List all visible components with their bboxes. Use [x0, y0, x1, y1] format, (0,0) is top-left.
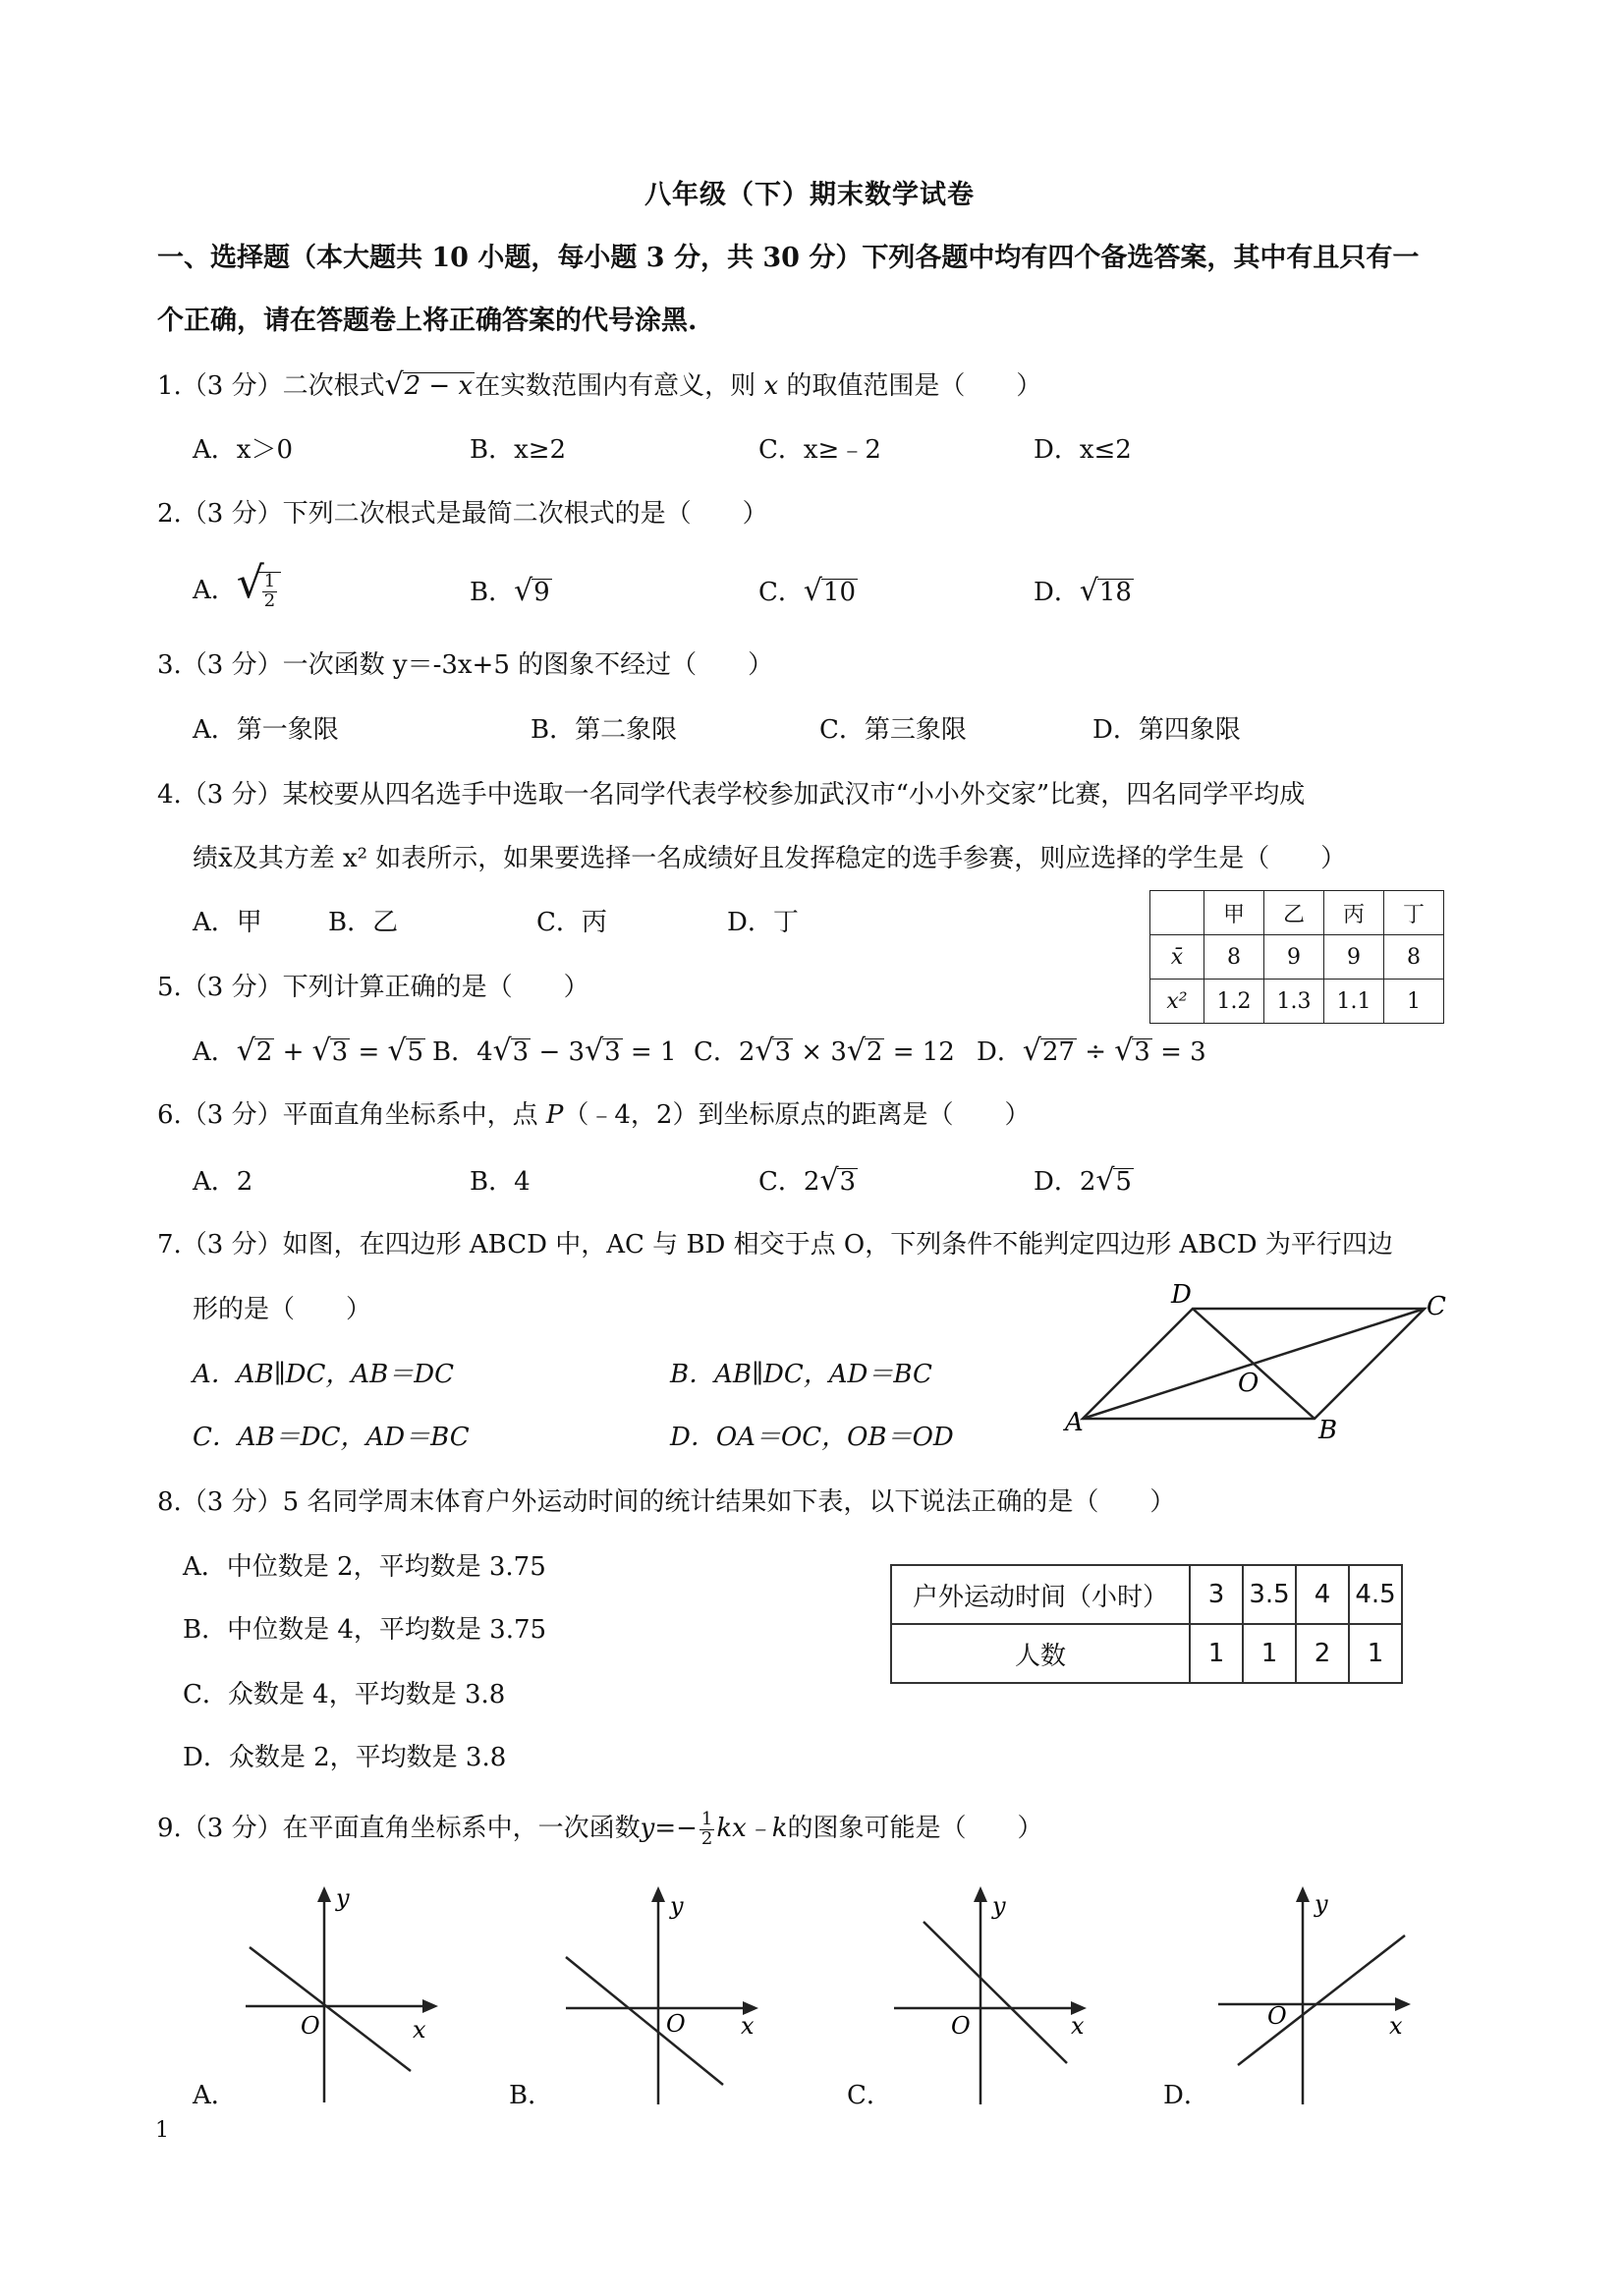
graph-c [884, 1876, 1100, 2112]
question-7-line2: 形的是（ ） [193, 1295, 372, 1324]
q5-option-d: D． √ 27 ÷ √ 3 = 3 [977, 1034, 1206, 1068]
q9-label-b: B． [509, 2081, 554, 2110]
question-4-line2: 绩x̄及其方差 x² 如表所示，如果要选择一名成绩好且发挥稳定的选手参赛，则应选择的学生是（ ） [193, 844, 1347, 873]
q4-option-a: A．甲 [193, 908, 262, 937]
svg-text:y: y [992, 1892, 1006, 1920]
question-2-stem: 2.（3 分）下列二次根式是最简二次根式的是（ ） [157, 499, 768, 529]
question-1-stem: 1.（3 分）二次根式 √ 2 − x在实数范围内有意义，则 x 的取值范围是（ ） [157, 367, 1042, 402]
q8-exercise-table [890, 1564, 1403, 1684]
q3-option-a: A．第一象限 [193, 715, 339, 745]
question-9-stem: 9.（3 分）在平面直角坐标系中，一次函数y=− $\frac{1}{2}$ kx﹣k的图象可能是（ ） [157, 1808, 1043, 1849]
q9-label-d: D． [1163, 2081, 1209, 2110]
q7-option-c: C．AB＝DC，AD＝BC [193, 1423, 470, 1452]
q8-option-c: C．众数是 4，平均数是 3.8 [183, 1680, 506, 1709]
q2-option-a: A． √ $\frac{1}{2}$ [193, 570, 281, 610]
table-row: 人数 1 1 2 1 [891, 1624, 1402, 1683]
q6-option-d: D．2 √ 5 [1034, 1163, 1132, 1198]
q4-option-d: D．丁 [727, 908, 799, 937]
question-7-line1: 7.（3 分）如图，在四边形 ABCD 中，AC 与 BD 相交于点 O，下列条件不能判定四边形 ABCD 为平行四边 [157, 1230, 1393, 1260]
table-row: x̄ 8 9 9 8 [1150, 935, 1444, 980]
sqrt-expression: √ 2 − x [384, 367, 474, 402]
vertex-d-label: D [1171, 1280, 1192, 1310]
q2-option-c: C． √ 10 [758, 574, 856, 608]
question-3-stem: 3.（3 分）一次函数 y＝-3x+5 的图象不经过（ ） [157, 650, 774, 680]
q9-label-c: C． [847, 2081, 892, 2110]
graph-d [1208, 1876, 1425, 2112]
vertex-b-label: B [1318, 1416, 1338, 1445]
table-row: 甲 乙 丙 丁 [1150, 891, 1444, 935]
q4-option-c: C．丙 [536, 908, 607, 937]
svg-text:y: y [336, 1884, 350, 1912]
svg-text:O: O [1267, 2002, 1287, 2030]
svg-text:x: x [1071, 2012, 1085, 2040]
q7-option-d: D．OA＝OC，OB＝OD [670, 1423, 954, 1452]
svg-text:y: y [670, 1892, 684, 1920]
q6-option-b: B．4 [470, 1167, 531, 1197]
vertex-c-label: C [1427, 1292, 1446, 1321]
table-row: x² 1.2 1.3 1.1 1 [1150, 980, 1444, 1024]
parallelogram-figure [1061, 1273, 1454, 1450]
q5-option-c: C．2 √ 3 × 3 √ 2 = 12 [694, 1034, 955, 1068]
q8-option-b: B．中位数是 4，平均数是 3.75 [183, 1615, 547, 1645]
q6-option-c: C．2 √ 3 [758, 1163, 856, 1198]
q5-option-b: B．4 √ 3 − 3 √ 3 = 1 [432, 1034, 677, 1068]
graph-d-line [1238, 1935, 1405, 2065]
svg-text:y: y [1315, 1890, 1328, 1918]
svg-text:O: O [666, 2010, 686, 2038]
center-o-label: O [1238, 1369, 1259, 1398]
question-8-stem: 8.（3 分）5 名同学周末体育户外运动时间的统计结果如下表，以下说法正确的是（ ） [157, 1487, 1176, 1517]
section-header-line1: 一、选择题（本大题共 10 小题，每小题 3 分，共 30 分）下列各题中均有四个备选答案，其中有且只有一 [157, 243, 1420, 273]
q1-option-c: C．x≥﹣2 [758, 435, 881, 465]
page-title: 八年级（下）期末数学试卷 [644, 180, 975, 210]
question-6-stem: 6.（3 分）平面直角坐标系中，点 P（﹣4，2）到坐标原点的距离是（ ） [157, 1100, 1031, 1130]
vertex-a-label: A [1065, 1408, 1084, 1437]
q7-option-b: B．AB∥DC，AD＝BC [670, 1360, 932, 1389]
svg-text:O: O [301, 2012, 320, 2040]
q8-option-d: D．众数是 2，平均数是 3.8 [183, 1743, 507, 1772]
q3-option-b: B．第二象限 [531, 715, 678, 745]
q1-option-d: D．x≤2 [1034, 435, 1132, 465]
q6-option-a: A．2 [193, 1167, 253, 1197]
q2-option-d: D． √ 18 [1034, 574, 1132, 608]
q7-option-a: A．AB∥DC，AB＝DC [193, 1360, 455, 1389]
q3-option-c: C．第三象限 [819, 715, 967, 745]
graph-a [236, 1876, 452, 2112]
question-4-line1: 4.（3 分）某校要从四名选手中选取一名同学代表学校参加武汉市“小小外交家”比赛，四名同学平均成 [157, 780, 1306, 810]
svg-text:x: x [1389, 2012, 1403, 2040]
graph-b [556, 1876, 772, 2112]
q1-option-a: A．x＞0 [193, 435, 293, 465]
table-row: 户外运动时间（小时） 3 3.5 4 4.5 [891, 1565, 1402, 1624]
graph-b-line [566, 1957, 723, 2085]
q3-option-d: D．第四象限 [1092, 715, 1241, 745]
q8-option-a: A．中位数是 2，平均数是 3.75 [183, 1552, 546, 1582]
q4-score-table [1149, 890, 1444, 1024]
page-number: 1 [155, 2118, 169, 2143]
svg-text:x: x [413, 2016, 426, 2044]
graph-c-line [923, 1922, 1067, 2063]
q2-option-b: B． √ 9 [470, 574, 550, 608]
svg-text:x: x [741, 2012, 755, 2040]
graph-a-line [250, 1947, 411, 2071]
q9-label-a: A． [193, 2081, 237, 2110]
svg-text:O: O [951, 2012, 971, 2040]
q1-option-b: B．x≥2 [470, 435, 567, 465]
q4-option-b: B．乙 [328, 908, 399, 937]
question-5-stem: 5.（3 分）下列计算正确的是（ ） [157, 973, 589, 1002]
section-header-line2: 个正确，请在答题卷上将正确答案的代号涂黑. [157, 306, 698, 336]
diagonal-bd [1193, 1309, 1315, 1419]
q5-option-a: A． √ 2 + √ 3 = √ 5 [193, 1034, 424, 1068]
